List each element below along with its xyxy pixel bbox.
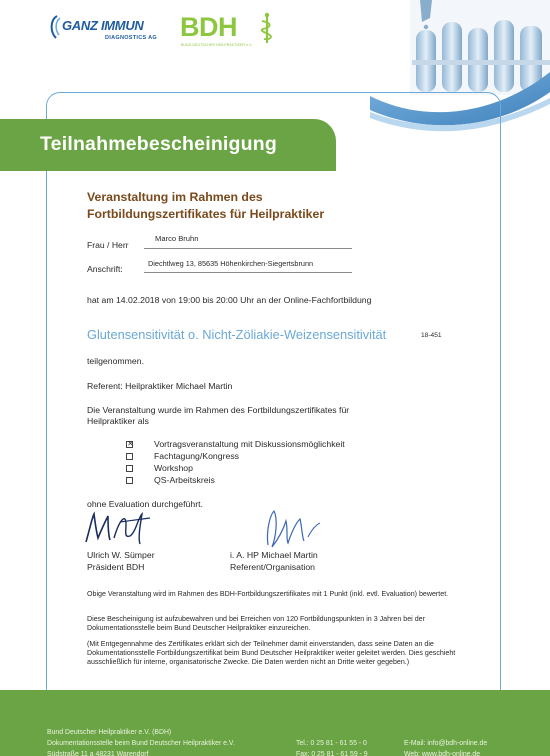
event-heading-line-2: Fortbildungszertifikates für Heilpraktiker <box>87 207 325 221</box>
name-underline <box>144 248 352 249</box>
address-value: Diechtlweg 13, 85635 Höhenkirchen-Siegertsbrunn <box>148 259 314 268</box>
checkbox-icon <box>126 441 133 448</box>
signature-icon <box>80 508 160 550</box>
ganz-logo-part-a: GANZ <box>62 18 98 33</box>
checkbox-icon <box>126 477 133 484</box>
event-heading-line-1: Veranstaltung im Rahmen des <box>87 190 263 204</box>
signature-icon <box>258 507 328 551</box>
address-label: Anschrift: <box>87 264 123 274</box>
checkbox-icon <box>126 465 133 472</box>
footer-street: Südstraße 11 a 48231 Warendorf <box>47 751 149 756</box>
certificate-title: Teilnahmebescheinigung <box>40 133 277 155</box>
speaker-text: Referent: Heilpraktiker Michael Martin <box>87 381 233 391</box>
bdh-logo-subtitle: BUND DEUTSCHER HEILPRAKTIKER e.V. <box>181 43 253 47</box>
checkbox-icon <box>126 453 133 460</box>
footer-email: E-Mail: info@bdh-online.de <box>404 740 488 747</box>
signatory-right-name: i. A. HP Michael Martin <box>230 550 318 560</box>
ganz-immun-logo <box>48 14 168 44</box>
bdh-logo <box>180 12 290 50</box>
footer-org: Bund Deutscher Heilpraktiker e.V. (BDH) <box>47 729 172 736</box>
ganz-logo-part-b: IMMUN <box>100 18 144 33</box>
footer-web: Web: www.bdh-online.de <box>404 751 481 756</box>
option-label: Fachtagung/Kongress <box>154 451 240 461</box>
signatory-right-role: Referent/Organisation <box>230 562 315 572</box>
name-value: Marco Bruhn <box>155 234 199 243</box>
footer-band <box>0 690 550 756</box>
name-label: Frau / Herr <box>87 240 129 250</box>
footer-dept: Dokumentationsstelle beim Bund Deutscher Heilpraktiker e.V. <box>47 740 235 747</box>
evaluation-text: ohne Evaluation durchgeführt. <box>87 499 203 509</box>
option-label: Vortragsveranstaltung mit Diskussionsmöglichkeit <box>154 439 345 449</box>
address-underline <box>144 272 352 273</box>
topic-title: Glutensensitivität o. Nicht-Zöliakie-Weizensensitivität <box>87 327 387 342</box>
context-line-1: Die Veranstaltung wurde im Rahmen des Fortbildungszertifikates für <box>87 405 350 415</box>
note-consent: (Mit Entgegennahme des Zertifikates erklärt sich der Teilnehmer damit einverstanden, dass seine Daten an die Dokumentationsstelle Fortbildungszertifikat beim Bund Deutscher Heilpraktiker weiter geleitet werden. Dies geschieht ausschließlich für interne, organisatorische Zwecke. Die Daten werden nicht an Dritte weiter gegeben.) <box>87 640 456 667</box>
title-band <box>0 119 336 171</box>
event-date-line: hat am 14.02.2018 von 19:00 bis 20:00 Uhr an der Online-Fachfortbildung <box>87 295 372 305</box>
topic-number: 18-451 <box>421 332 442 339</box>
option-label: QS-Arbeitskreis <box>154 475 215 485</box>
ganz-logo-subtitle: DIAGNOSTICS AG <box>105 35 157 41</box>
footer-fax: Fax: 0 25 81 - 61 59 - 9 <box>296 751 368 756</box>
bdh-staff-icon <box>258 12 276 44</box>
footer-tel: Tel.: 0 25 81 - 61 55 - 0 <box>296 740 367 747</box>
option-label: Workshop <box>154 463 193 473</box>
bdh-logo-text: BDH <box>180 12 237 42</box>
ganz-logo-text <box>62 18 144 33</box>
signatory-left-role: Präsident BDH <box>87 562 145 572</box>
note-keep: Diese Bescheinigung ist aufzubewahren und bei Erreichen von 120 Fortbildungspunkten in 3 Jahren bei der Dokumentationsstelle beim Bund Deutscher Heilpraktiker einzureichen. <box>87 615 425 633</box>
participated-text: teilgenommen. <box>87 356 144 366</box>
note-points: Obige Veranstaltung wird im Rahmen des BDH-Fortbildungszertifikates mit 1 Punkt (inkl. evtl. Evaluation) bewertet. <box>87 590 449 598</box>
context-line-2: Heilpraktiker als <box>87 416 149 426</box>
signatory-left-name: Ulrich W. Sümper <box>87 550 155 560</box>
